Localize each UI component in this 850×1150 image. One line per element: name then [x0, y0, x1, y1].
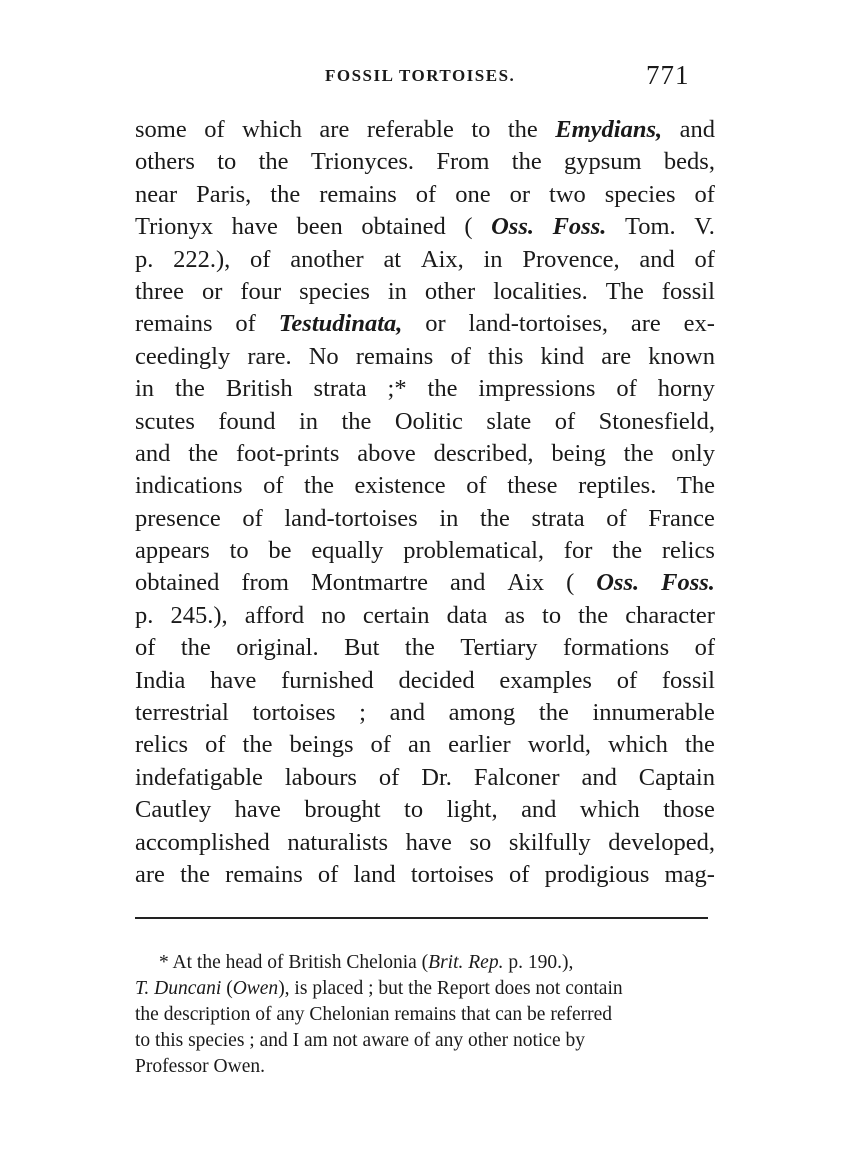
word: remains	[355, 342, 434, 370]
footnote-segment: to this species ; and I am not aware of any other notice by	[135, 1030, 585, 1051]
word: to	[542, 601, 562, 629]
word: an	[407, 731, 432, 759]
text-line	[135, 762, 715, 794]
word: Tom.	[624, 213, 676, 241]
word: tortoises	[252, 699, 336, 727]
word: Captain	[638, 763, 715, 791]
word: From	[436, 148, 490, 176]
word: to	[229, 537, 249, 565]
text-line	[135, 179, 715, 211]
text-line	[135, 308, 715, 340]
word: appears	[135, 537, 210, 565]
word: of	[415, 180, 437, 208]
word: and	[639, 245, 675, 273]
word: horny	[657, 375, 715, 403]
word: certain	[362, 601, 430, 629]
text-line	[135, 567, 715, 599]
word: data	[446, 601, 488, 629]
word: species	[299, 277, 370, 305]
word: France	[648, 504, 715, 532]
word: world,	[527, 731, 592, 759]
word: fossil	[661, 666, 715, 694]
word: afford	[244, 601, 305, 629]
word: (	[566, 569, 575, 597]
word: obtained	[135, 569, 220, 597]
word: Emydians,	[555, 116, 663, 143]
text-line	[135, 827, 715, 859]
word: the	[304, 472, 334, 500]
word: ceedingly	[135, 342, 231, 370]
word: been	[296, 213, 343, 241]
word: for	[563, 537, 593, 565]
word: four	[240, 277, 282, 305]
word: furnished	[281, 666, 374, 694]
word: Oss.	[596, 569, 640, 597]
word: ex-	[683, 310, 715, 338]
word: remains	[225, 860, 303, 888]
footnote-line	[135, 976, 712, 1002]
word: of	[606, 504, 627, 532]
word: ;*	[387, 375, 407, 403]
word: brought	[304, 796, 381, 824]
word: slate	[486, 407, 532, 435]
word: land-tortoises,	[468, 310, 609, 338]
footnote-line	[135, 950, 712, 976]
word: localities.	[493, 277, 588, 305]
word: Tertiary	[460, 634, 538, 662]
word: remains	[319, 180, 397, 208]
word: of	[204, 116, 225, 143]
word: one	[455, 180, 491, 208]
word: Montmartre	[310, 569, 428, 597]
text-line	[135, 665, 715, 697]
word: the	[180, 860, 211, 888]
word: But	[344, 634, 380, 662]
word: developed,	[608, 828, 715, 856]
word: terrestrial	[135, 699, 229, 727]
word: V.	[694, 213, 715, 241]
word: the	[175, 375, 205, 403]
word: or	[509, 180, 531, 208]
text-line	[135, 341, 715, 373]
word: those	[663, 796, 715, 824]
word: referable	[366, 116, 454, 143]
footnote-rule	[135, 917, 708, 919]
footnote-segment: p. 190.),	[503, 952, 574, 973]
word: species	[604, 180, 676, 208]
word: being	[551, 439, 606, 467]
word: the	[258, 148, 289, 176]
body-text	[135, 114, 715, 891]
word: Trionyx	[135, 213, 214, 241]
word: strata	[531, 504, 585, 532]
word: Falconer	[473, 763, 560, 791]
text-line	[135, 503, 715, 535]
word: mag-	[664, 860, 715, 888]
word: others	[135, 148, 195, 176]
footnote-segment: (	[221, 978, 233, 999]
word: Oolitic	[394, 407, 463, 435]
word: at	[383, 245, 402, 273]
word: Dr.	[421, 763, 452, 791]
word: the	[578, 601, 609, 629]
page-number: 771	[646, 60, 690, 90]
word: have	[210, 666, 257, 694]
footnote-segment: T. Duncani	[135, 978, 222, 999]
word: kind	[540, 342, 585, 370]
text-line	[135, 600, 715, 632]
word: the	[404, 634, 435, 662]
word: of	[694, 245, 715, 273]
footnote-segment: Professor Owen.	[135, 1056, 265, 1077]
word: No	[308, 342, 339, 370]
word: 222.),	[173, 245, 231, 273]
word: p.	[135, 245, 154, 273]
word: among	[448, 699, 516, 727]
word: Aix	[507, 569, 545, 597]
word: of	[466, 472, 487, 500]
text-line	[135, 373, 715, 405]
word: presence	[135, 504, 221, 532]
word: have	[405, 828, 452, 856]
word: of	[554, 407, 576, 435]
word: which	[579, 796, 640, 824]
word: existence	[354, 472, 446, 500]
word: rare.	[247, 342, 292, 370]
footnote-line	[135, 1002, 712, 1028]
word: The	[676, 472, 715, 500]
word: remains	[135, 310, 213, 338]
word: Cautley	[135, 796, 212, 824]
word: or	[425, 310, 446, 338]
word: relics	[135, 731, 189, 759]
word: and	[389, 699, 425, 727]
word: strata	[313, 375, 367, 403]
word: three	[135, 277, 184, 305]
word: the	[623, 439, 654, 467]
word: which	[242, 116, 302, 143]
word: foot-prints	[235, 439, 340, 467]
word: land-tortoises	[284, 504, 418, 532]
word: ;	[359, 699, 366, 727]
word: beds,	[663, 148, 715, 176]
word: and	[679, 116, 715, 143]
word: obtained	[361, 213, 446, 241]
word: decided	[398, 666, 475, 694]
word: Foss.	[661, 569, 715, 597]
word: from	[241, 569, 289, 597]
word: relics	[661, 537, 715, 565]
word: reptiles.	[578, 472, 657, 500]
word: examples	[499, 666, 592, 694]
footnote	[135, 950, 712, 1080]
word: to	[471, 116, 491, 143]
word: this	[488, 342, 524, 370]
word: and	[449, 569, 486, 597]
word: Provence,	[522, 245, 620, 273]
text-line	[135, 859, 715, 891]
word: labours	[284, 763, 357, 791]
text-line	[135, 632, 715, 664]
word: of	[378, 763, 400, 791]
word: and	[581, 763, 617, 791]
word: the	[427, 375, 458, 403]
word: the	[511, 148, 542, 176]
text-line	[135, 211, 715, 243]
word: tortoises	[410, 860, 494, 888]
text-line	[135, 535, 715, 567]
word: p.	[135, 601, 154, 629]
running-head	[0, 60, 850, 94]
word: of	[250, 245, 271, 273]
word: near	[135, 180, 178, 208]
word: of	[317, 860, 339, 888]
word: and	[521, 796, 557, 824]
word: the	[341, 407, 372, 435]
word: of	[263, 472, 284, 500]
word: the	[270, 180, 301, 208]
word: are	[319, 116, 350, 143]
word: skilfully	[508, 828, 591, 856]
word: accomplished	[135, 828, 270, 856]
text-line	[135, 244, 715, 276]
word: in	[135, 375, 155, 403]
footnote-segment: ), is placed ; but the Report does not contain	[278, 978, 623, 999]
text-line	[135, 794, 715, 826]
text-line	[135, 729, 715, 761]
word: of	[694, 180, 715, 208]
word: the	[538, 699, 569, 727]
word: known	[648, 342, 715, 370]
word: have	[234, 796, 281, 824]
word: the	[480, 504, 510, 532]
word: of	[616, 375, 637, 403]
word: of	[616, 666, 638, 694]
word: of	[694, 634, 715, 662]
word: to	[404, 796, 424, 824]
word: and	[135, 439, 171, 467]
word: are	[601, 342, 632, 370]
word: other	[424, 277, 476, 305]
word: British	[225, 375, 293, 403]
word: Testudinata,	[278, 310, 403, 338]
word: another	[290, 245, 364, 273]
word: are	[135, 860, 165, 888]
word: above	[357, 439, 416, 467]
word: character	[625, 601, 715, 629]
word: the	[612, 537, 643, 565]
word: of	[205, 731, 226, 759]
word: found	[218, 407, 276, 435]
word: of	[509, 860, 530, 888]
word: light,	[446, 796, 498, 824]
word: the	[242, 731, 273, 759]
word: equally	[311, 537, 384, 565]
word: The	[605, 277, 644, 305]
text-line	[135, 438, 715, 470]
word: naturalists	[287, 828, 389, 856]
word: have	[231, 213, 278, 241]
word: of	[135, 634, 156, 662]
word: earlier	[448, 731, 511, 759]
word: are	[630, 310, 661, 338]
word: the	[507, 116, 538, 143]
word: be	[268, 537, 292, 565]
text-line	[135, 470, 715, 502]
word: the	[684, 731, 715, 759]
word: fossil	[661, 277, 715, 305]
word: prodigious	[544, 860, 650, 888]
word: to	[217, 148, 237, 176]
word: problematical,	[403, 537, 545, 565]
word: indications	[135, 472, 243, 500]
word: of	[235, 310, 256, 338]
word: Paris,	[196, 180, 252, 208]
footnote-segment: Owen	[232, 978, 279, 999]
word: as	[504, 601, 525, 629]
word: or	[201, 277, 223, 305]
word: beings	[289, 731, 354, 759]
word: only	[671, 439, 715, 467]
word: these	[507, 472, 558, 500]
word: some	[135, 116, 187, 143]
text-line	[135, 276, 715, 308]
word: in	[483, 245, 503, 273]
footnote-segment: * At the head of British Chelonia (	[159, 952, 429, 973]
word: of	[450, 342, 471, 370]
word: indefatigable	[135, 763, 263, 791]
word: which	[608, 731, 668, 759]
word: impressions	[478, 375, 596, 403]
text-line	[135, 146, 715, 178]
word: so	[469, 828, 492, 856]
word: Foss.	[552, 213, 607, 241]
footnote-segment: the description of any Chelonian remains that can be referred	[135, 1004, 613, 1025]
text-line	[135, 406, 715, 438]
word: 245.),	[170, 601, 228, 629]
word: land	[353, 860, 396, 888]
word: no	[321, 601, 346, 629]
word: of	[370, 731, 391, 759]
word: the	[180, 634, 211, 662]
text-line	[135, 114, 715, 146]
word: the	[188, 439, 219, 467]
text-line	[135, 697, 715, 729]
running-title: FOSSIL TORTOISES.	[325, 66, 516, 85]
word: described,	[433, 439, 534, 467]
word: scutes	[135, 407, 195, 435]
word: innumerable	[592, 699, 715, 727]
word: original.	[236, 634, 319, 662]
word: Aix,	[420, 245, 464, 273]
word: Trionyces.	[310, 148, 415, 176]
footnote-line	[135, 1054, 712, 1080]
word: in	[439, 504, 459, 532]
word: of	[242, 504, 263, 532]
word: Oss.	[491, 213, 534, 241]
word: Stonesfield,	[598, 407, 715, 435]
footnote-segment: Brit. Rep.	[428, 952, 504, 973]
word: formations	[562, 634, 670, 662]
word: in	[387, 277, 407, 305]
footnote-line	[135, 1028, 712, 1054]
word: India	[135, 666, 186, 694]
word: (	[464, 213, 473, 241]
word: two	[549, 180, 586, 208]
word: in	[298, 407, 319, 435]
word: gypsum	[564, 148, 642, 176]
